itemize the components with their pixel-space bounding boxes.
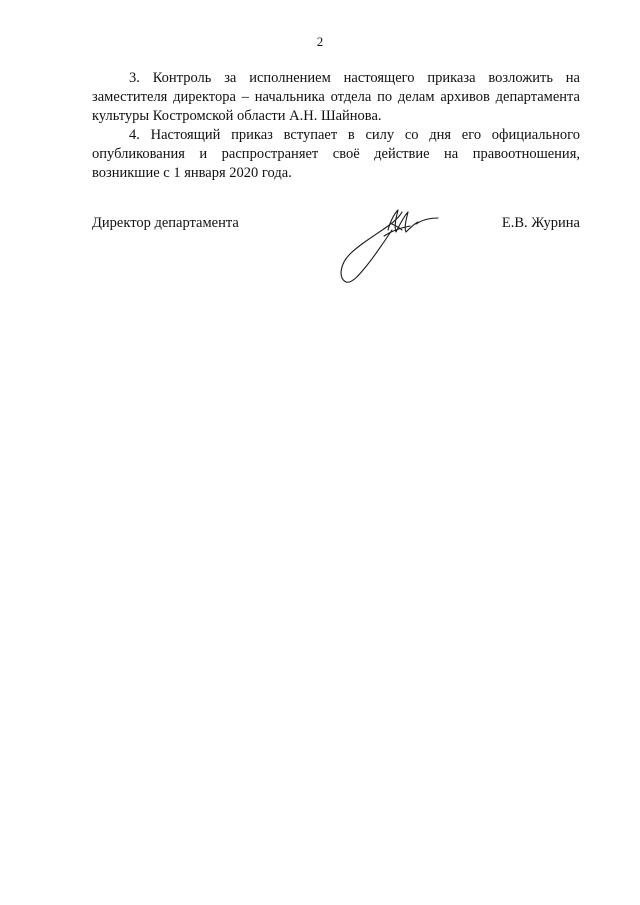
page-number: 2 [316,34,324,49]
clause-4: 4. Настоящий приказ вступает в силу со дня его официального опубликования и распространяет своё действие на правоотношения, возникшие с 1 января 2020 года. [92,127,580,181]
signer-name: Е.В. Журина [501,215,580,231]
clause-3: 3. Контроль за исполнением настоящего приказа возложить на заместителя директора – начальника отдела по делам архивов департамента культуры Костромской области А.Н. Шайнова. [92,70,580,124]
signature-block [0,214,640,304]
signer-title: Директор департамента [92,215,239,231]
handwritten-signature [330,206,445,288]
